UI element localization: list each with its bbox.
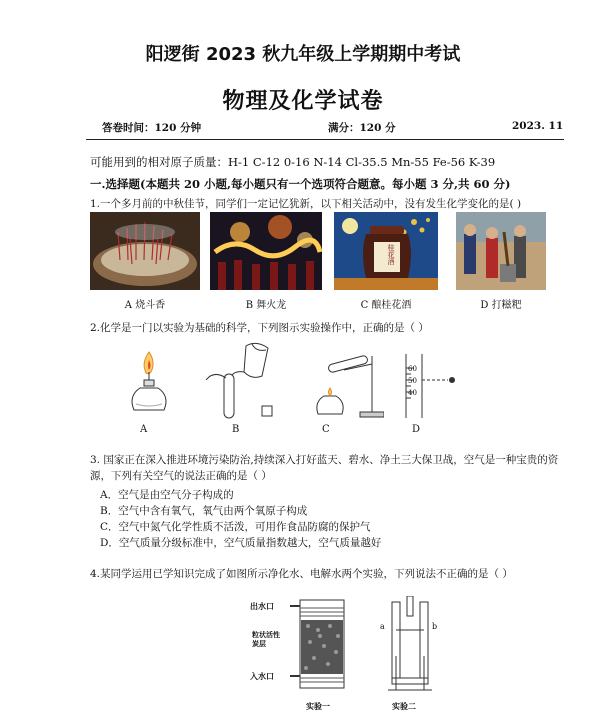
- q2-stem: 2.化学是一门以实验为基础的科学，下列图示实验操作中，正确的是（ ）: [90, 322, 429, 334]
- exam-date: 2023. 11: [512, 120, 564, 132]
- wine-jar-label: 桂花酒: [387, 244, 395, 265]
- q2-label-c: C: [322, 424, 330, 435]
- q2-label-b: B: [232, 424, 240, 435]
- photo-osmanthus-wine: [334, 212, 438, 290]
- q1-option-a: A 烧斗香: [124, 300, 166, 311]
- exam-subtitle: 物理及化学试卷: [222, 89, 384, 114]
- q3-stem-line2: 源，下列有关空气的说法正确的是（ ）: [90, 470, 272, 482]
- q4-electrode-a: a: [380, 622, 385, 631]
- q4-stem: 4.某同学运用已学知识完成了如图所示净化水、电解水两个实验，下列说法不正确的是（ ）: [90, 568, 513, 580]
- q3-option-a: A．空气是由空气分子构成的: [100, 489, 234, 501]
- q2-label-d: D: [412, 424, 421, 435]
- q4-figure-1-purifier: [290, 596, 354, 696]
- q2-tick-60: 60: [408, 365, 417, 373]
- q1-option-d: D 打糍粑: [480, 300, 522, 311]
- atomic-masses: 可能用到的相对原子质量：H-1 C-12 0-16 N-14 Cl-35.5 Mn-55 Fe-56 K-39: [90, 155, 496, 169]
- exam-title: 阳逻街 2023 秋九年级上学期期中考试: [145, 44, 461, 65]
- q4-fig2-caption: 实验二: [392, 701, 416, 711]
- q1-option-c: C 酿桂花酒: [360, 300, 412, 311]
- q2-figure-a-lamp: [122, 348, 172, 418]
- q2-tick-40: 40: [408, 389, 417, 397]
- photo-rice-cake: [456, 212, 546, 290]
- header-rule: [86, 139, 564, 140]
- q2-label-a: A: [140, 424, 148, 435]
- q2-figure-b-pouring: [196, 340, 286, 420]
- q4-fig1-caption: 实验一: [306, 701, 330, 711]
- q3-stem-line1: 3. 国家正在深入推进环境污染防治,持续深入打好蓝天、碧水、净土三大保卫战，空气是一种宝贵的资: [90, 454, 559, 466]
- q4-electrode-b: b: [432, 622, 438, 631]
- q4-carbon-label: 粒状活性炭层: [252, 630, 280, 648]
- q3-option-d: D．空气质量分级标准中，空气质量指数越大，空气质量越好: [100, 537, 382, 549]
- q1-stem: 1.一个多月前的中秋佳节，同学们一定记忆犹新，以下相关活动中，没有发生化学变化的是( ): [90, 198, 522, 210]
- q3-option-c: C．空气中氮气化学性质不活泼，可用作食品防腐的保护气: [100, 521, 371, 533]
- exam-time: 答卷时间：120 分钟: [102, 122, 202, 134]
- q4-outlet-label: 出水口: [250, 601, 274, 611]
- q1-option-b: B 舞火龙: [245, 300, 287, 311]
- q4-figure-2-electrolysis: [378, 596, 442, 696]
- photo-fire-dragon: [210, 212, 322, 290]
- exam-score: 满分：120 分: [328, 122, 396, 134]
- q4-inlet-label: 入水口: [250, 671, 274, 681]
- section-heading: 一.选择题(本题共 20 小题,每小题只有一个选项符合题意。每小题 3 分,共 60 分): [90, 177, 511, 191]
- q2-figure-c-heating: [304, 346, 384, 420]
- photo-incense: [90, 212, 200, 290]
- q3-option-b: B．空气中含有氧气，氧气由两个氧原子构成: [100, 505, 308, 517]
- q2-figure-d-cylinder: [392, 352, 464, 422]
- q2-tick-50: 50: [408, 377, 417, 385]
